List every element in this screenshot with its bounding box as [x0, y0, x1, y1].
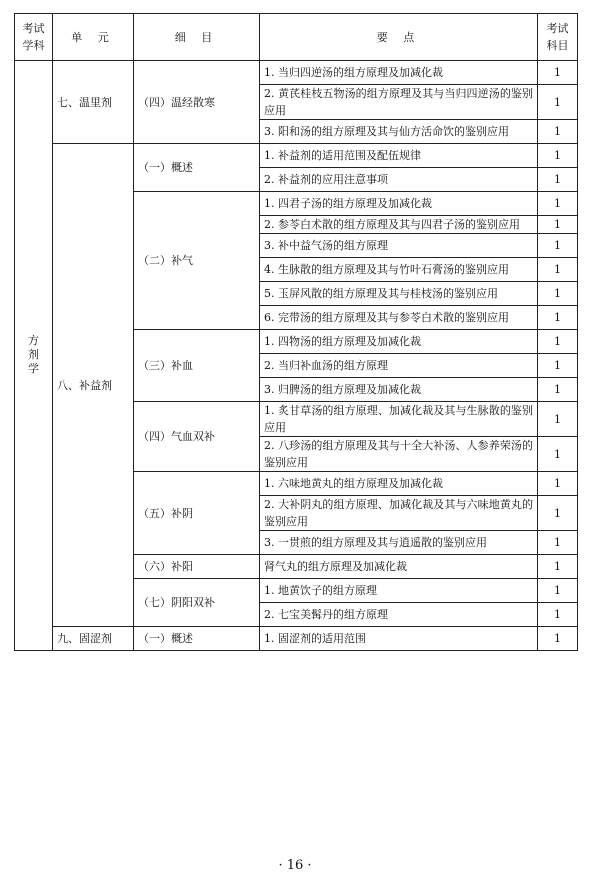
- header-row: [15, 14, 578, 61]
- table-row: [15, 144, 578, 168]
- point-cell: 3. 一贯煎的组方原理及其与逍遥散的鉴别应用: [260, 531, 538, 555]
- detail-cell: （一）概述: [134, 144, 260, 192]
- table-row: [15, 627, 578, 651]
- point-cell: 2. 大补阴丸的组方原理、加减化裁及其与六味地黄丸的鉴别应用: [260, 496, 538, 531]
- table-body: [15, 61, 578, 651]
- detail-cell: （三）补血: [134, 330, 260, 402]
- point-cell: 1. 地黄饮子的组方原理: [260, 579, 538, 603]
- detail-cell: （七）阴阳双补: [134, 579, 260, 627]
- header-points: 要 点: [260, 14, 538, 61]
- detail-cell: （一）概述: [134, 627, 260, 651]
- point-cell: 1. 四物汤的组方原理及加减化裁: [260, 330, 538, 354]
- syllabus-table: [14, 13, 578, 651]
- detail-cell: （六）补阳: [134, 555, 260, 579]
- point-cell: 3. 补中益气汤的组方原理: [260, 234, 538, 258]
- header-unit: 单 元: [53, 14, 134, 61]
- point-cell: 1. 固涩剂的适用范围: [260, 627, 538, 651]
- point-cell: 2. 黄芪桂枝五物汤的组方原理及其与当归四逆汤的鉴别应用: [260, 85, 538, 120]
- score-cell: 1: [538, 234, 578, 258]
- point-cell: 2. 参苓白术散的组方原理及其与四君子汤的鉴别应用: [260, 216, 538, 234]
- score-cell: 1: [538, 531, 578, 555]
- score-cell: 1: [538, 354, 578, 378]
- point-cell: 3. 阳和汤的组方原理及其与仙方活命饮的鉴别应用: [260, 120, 538, 144]
- score-cell: 1: [538, 120, 578, 144]
- score-cell: 1: [538, 306, 578, 330]
- point-cell: 2. 补益剂的应用注意事项: [260, 168, 538, 192]
- score-cell: 1: [538, 61, 578, 85]
- score-cell: 1: [538, 216, 578, 234]
- point-cell: 3. 归脾汤的组方原理及加减化裁: [260, 378, 538, 402]
- detail-cell: （四）气血双补: [134, 402, 260, 472]
- unit-cell: 八、补益剂: [53, 144, 134, 627]
- point-cell: 6. 完带汤的组方原理及其与参苓白术散的鉴别应用: [260, 306, 538, 330]
- score-cell: 1: [538, 192, 578, 216]
- detail-cell: （四）温经散寒: [134, 61, 260, 144]
- score-cell: 1: [538, 579, 578, 603]
- subject-label: 方剂学: [28, 334, 39, 375]
- point-cell: 1. 四君子汤的组方原理及加减化裁: [260, 192, 538, 216]
- table-row: [15, 61, 578, 85]
- score-cell: 1: [538, 402, 578, 437]
- unit-cell: 九、固涩剂: [53, 627, 134, 651]
- score-cell: 1: [538, 258, 578, 282]
- header-score: 考试科目: [538, 14, 578, 61]
- score-cell: 1: [538, 282, 578, 306]
- score-cell: 1: [538, 496, 578, 531]
- score-cell: 1: [538, 627, 578, 651]
- header-detail: 细 目: [134, 14, 260, 61]
- unit-cell: 七、温里剂: [53, 61, 134, 144]
- detail-cell: （二）补气: [134, 192, 260, 330]
- score-cell: 1: [538, 144, 578, 168]
- point-cell: 2. 七宝美髯丹的组方原理: [260, 603, 538, 627]
- point-cell: 1. 补益剂的适用范围及配伍规律: [260, 144, 538, 168]
- score-cell: 1: [538, 472, 578, 496]
- score-cell: 1: [538, 85, 578, 120]
- score-cell: 1: [538, 437, 578, 472]
- point-cell: 1. 炙甘草汤的组方原理、加减化裁及其与生脉散的鉴别应用: [260, 402, 538, 437]
- header-subject: 考试学科: [15, 14, 53, 61]
- score-cell: 1: [538, 555, 578, 579]
- point-cell: 4. 生脉散的组方原理及其与竹叶石膏汤的鉴别应用: [260, 258, 538, 282]
- page-number: · 16 ·: [278, 858, 312, 873]
- score-cell: 1: [538, 330, 578, 354]
- subject-cell: [15, 61, 53, 651]
- score-cell: 1: [538, 603, 578, 627]
- score-cell: 1: [538, 168, 578, 192]
- point-cell: 1. 当归四逆汤的组方原理及加减化裁: [260, 61, 538, 85]
- detail-cell: （五）补阴: [134, 472, 260, 555]
- point-cell: 2. 八珍汤的组方原理及其与十全大补汤、人参养荣汤的鉴别应用: [260, 437, 538, 472]
- point-cell: 5. 玉屏风散的组方原理及其与桂枝汤的鉴别应用: [260, 282, 538, 306]
- score-cell: 1: [538, 378, 578, 402]
- point-cell: 肾气丸的组方原理及加减化裁: [260, 555, 538, 579]
- point-cell: 1. 六味地黄丸的组方原理及加减化裁: [260, 472, 538, 496]
- point-cell: 2. 当归补血汤的组方原理: [260, 354, 538, 378]
